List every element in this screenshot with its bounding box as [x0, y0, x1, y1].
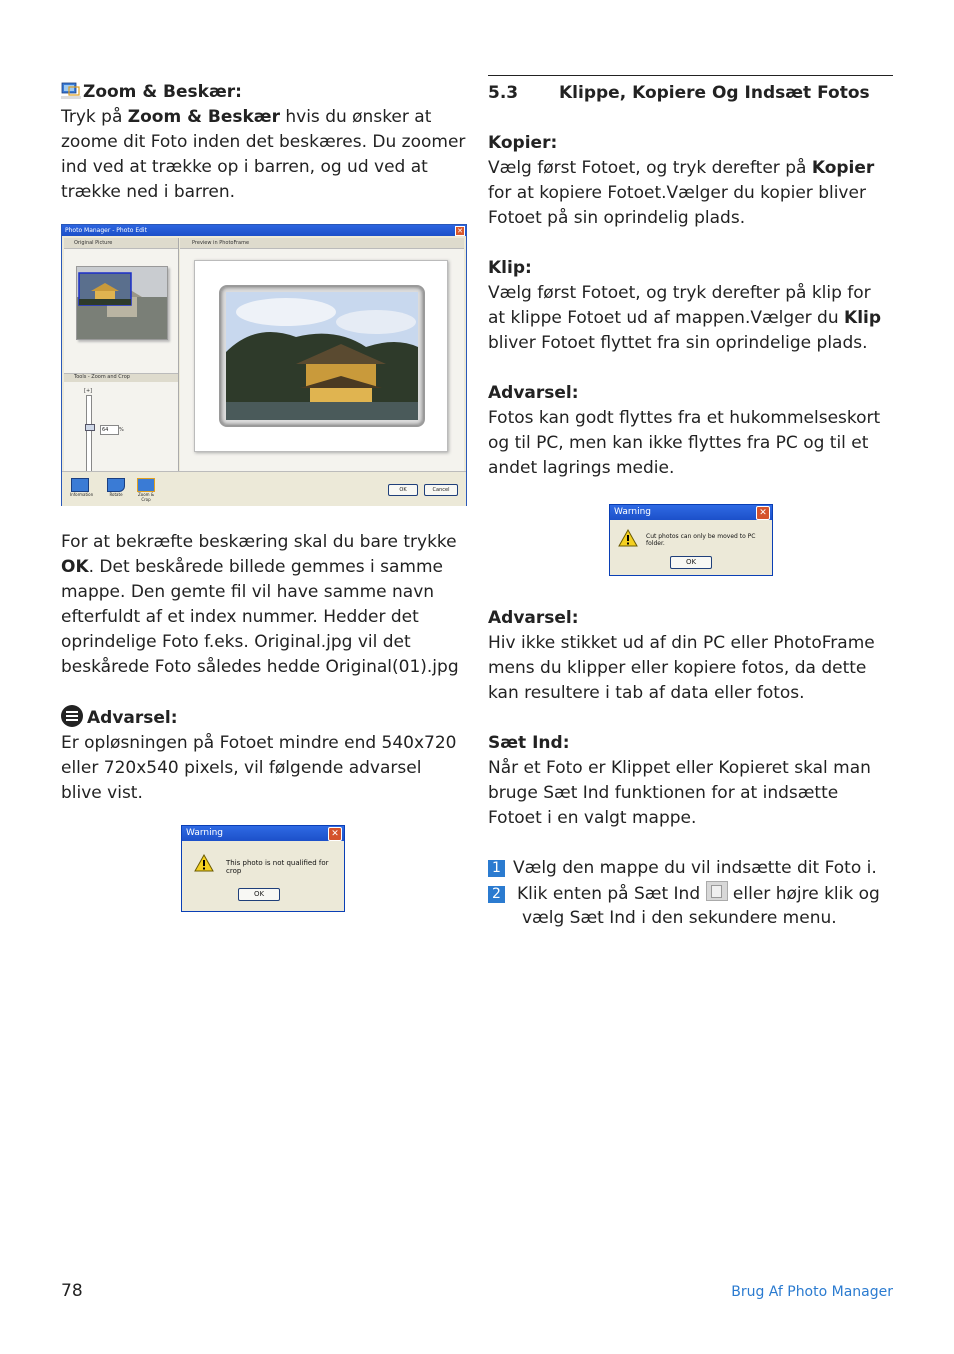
warning-section — [61, 705, 466, 806]
information-icon — [71, 478, 89, 492]
crop-warning-message: This photo is not qualified for crop — [226, 859, 329, 875]
crop-warning-titlebar: Warning ✕ — [182, 826, 344, 841]
zoom-value-field[interactable]: 64 — [100, 425, 119, 435]
window-titlebar: Photo Manager - Photo Edit ✕ — [62, 225, 466, 236]
klip-paragraph: Vælg først Fotoet, og tryk derefter på klip for at klippe Fotoet ud af mappen.Vælger du Klip bliver Fotoet flyttet fra sin oprindelige plads. — [488, 283, 882, 353]
saet-heading: Sæt Ind: — [488, 733, 570, 753]
warning-triangle-icon — [194, 854, 214, 872]
zoom-slider-thumb[interactable] — [85, 424, 95, 431]
step-1-text: Vælg den mappe du vil indsætte dit Foto i. — [513, 858, 877, 878]
klip-heading: Klip: — [488, 258, 532, 278]
preview-photo — [226, 292, 418, 420]
warning-paragraph: Er opløsningen på Fotoet mindre end 540x720 eller 720x540 pixels, vil følgende advarsel blive vist. — [61, 733, 457, 803]
photoframe-mat — [194, 260, 448, 452]
cut-warning-titlebar: Warning ✕ — [610, 505, 772, 520]
window-ok-button[interactable]: OK — [388, 484, 418, 496]
saet-section — [488, 731, 893, 831]
tool-zoom-crop[interactable]: Zoom & Crop — [134, 478, 158, 502]
rotate-icon — [107, 478, 125, 492]
saet-paragraph: Når et Foto er Klippet eller Kopieret skal man bruge Sæt Ind funktionen for at indsætte Fotoet i en valgt mappe. — [488, 758, 871, 828]
footer-section-title: Brug Af Photo Manager — [731, 1284, 893, 1300]
zoom-crop-icon — [61, 81, 81, 99]
zoom-paragraph: Tryk på Zoom & Beskær hvis du ønsker at zoome dit Foto inden det beskæres. Du zoomer ind ved at trække op i barren, og ud ved at trække ned i barren. — [61, 107, 466, 202]
cut-warning-dialog — [609, 504, 773, 576]
section-heading — [488, 81, 893, 106]
warning-heading-row — [61, 705, 466, 731]
step-2-continuation: vælg Sæt Ind i den sekundere menu. — [522, 908, 837, 928]
window-cancel-button[interactable]: Cancel — [424, 484, 458, 496]
photoframe-border — [219, 285, 425, 427]
zoom-section — [61, 80, 466, 205]
zoom-heading-row — [61, 80, 466, 105]
klip-section — [488, 256, 893, 356]
advarsel1-heading: Advarsel: — [488, 383, 579, 403]
cut-warning-ok-button[interactable]: OK — [670, 556, 712, 569]
window-toolbar — [62, 471, 466, 506]
section-title: Klippe, Kopiere Og Indsæt Fotos — [559, 83, 870, 103]
section-rule — [488, 75, 893, 76]
preview-label: Preview in PhotoFrame — [192, 240, 250, 246]
cut-warning-close-icon[interactable]: ✕ — [756, 506, 770, 520]
tool-rotate[interactable]: Rotate — [106, 478, 126, 497]
zoom-percent: % — [119, 427, 124, 433]
advarsel2-section — [488, 606, 893, 706]
confirm-section — [61, 530, 466, 680]
step-2: 2 Klik enten på Sæt Ind eller højre klik og — [488, 881, 893, 907]
confirm-paragraph: For at bekræfte beskæring skal du bare trykke OK. Det beskårede billede gemmes i samme mappe. Den gemte fil vil have samme navn efterfuldt af et index nummer. Hedder det oprindelige Foto f.eks. Original.jpg vil det beskårede Foto således hedde Original(01).jpg — [61, 532, 459, 677]
advarsel1-paragraph: Fotos kan godt flyttes fra et hukommelseskort og til PC, men kan ikke flyttes fra PC og til et andet lagrings medie. — [488, 408, 881, 478]
advarsel2-heading: Advarsel: — [488, 608, 579, 628]
crop-warning-dialog — [181, 825, 345, 912]
crop-warning-close-icon[interactable]: ✕ — [328, 827, 342, 841]
original-thumbnail[interactable] — [76, 266, 168, 340]
zoom-crop-tool-icon — [137, 478, 155, 492]
preview-pane — [180, 238, 464, 483]
section-number: 5.3 — [488, 83, 519, 103]
warning-triangle-icon — [618, 529, 638, 547]
window-close-icon[interactable]: ✕ — [455, 226, 465, 236]
zoom-heading: Zoom & Beskær: — [83, 82, 242, 102]
crop-warning-ok-button[interactable]: OK — [238, 888, 280, 901]
caution-icon — [61, 705, 83, 727]
kopier-section — [488, 131, 893, 231]
page-number: 78 — [61, 1281, 83, 1301]
step-1 — [488, 856, 893, 881]
cut-warning-message: Cut photos can only be moved to PC folder. — [646, 533, 756, 547]
warning-heading: Advarsel: — [87, 708, 178, 728]
advarsel2-paragraph: Hiv ikke stikket ud af din PC eller PhotoFrame mens du klipper eller kopiere fotos, da dette kan resultere i tab af data eller fotos. — [488, 633, 875, 703]
tool-information[interactable]: Information — [70, 478, 90, 497]
zoom-slider-track[interactable] — [86, 395, 92, 472]
paste-icon — [706, 881, 728, 901]
original-pane — [64, 238, 179, 483]
step-1-number: 1 — [488, 860, 505, 877]
photo-edit-window — [61, 224, 467, 506]
kopier-paragraph: Vælg først Fotoet, og tryk derefter på Kopier for at kopiere Fotoet.Vælger du kopier bliver Fotoet på sin oprindelig plads. — [488, 158, 875, 228]
tools-label: Tools - Zoom and Crop — [74, 374, 130, 380]
zoom-plus-label[interactable]: [+] — [84, 388, 93, 394]
original-label: Original Picture — [74, 240, 113, 246]
step-2-number: 2 — [488, 886, 505, 903]
advarsel1-section — [488, 381, 893, 481]
kopier-heading: Kopier: — [488, 133, 558, 153]
